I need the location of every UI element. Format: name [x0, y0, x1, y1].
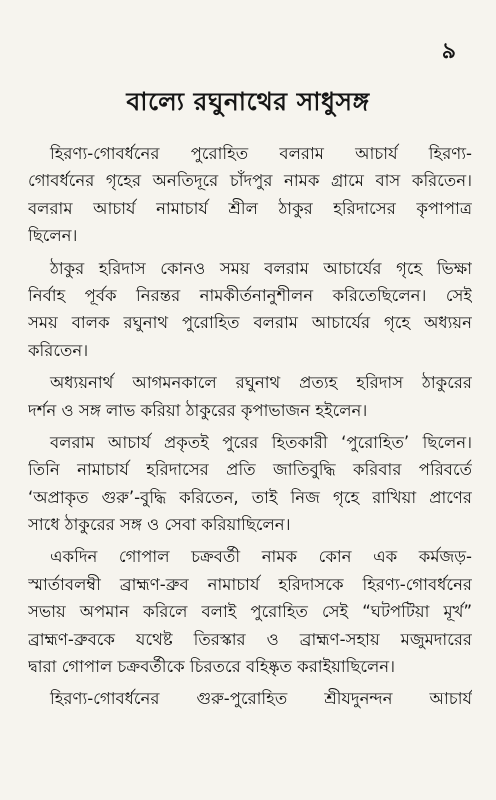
- text-line: গোবর্ধনের গৃহের অনতিদূরে চাঁদপুর নামক গ্রামে বাস করিতেন।: [28, 171, 472, 191]
- body-text: [28, 140, 472, 718]
- chapter-title: বাল্যে রঘুনাথের সাধুসঙ্গ: [126, 87, 370, 116]
- text-line: হিরণ্য-গোবর্ধনের গুরু-পুরোহিত শ্রীযদুনন্দন আচার্য: [50, 689, 472, 709]
- text-line: সভায় অপমান করিলে বলাই পুরোহিত সেই “ঘটপটিয়া মূর্খ”: [28, 602, 472, 622]
- text-line: সাধে ঠাকুরের সঙ্গ ও সেবা করিয়াছিলেন।: [28, 515, 291, 535]
- text-line: বলরাম আচার্য প্রকৃতই পুরের হিতকারী ‘পুরোহিত’ ছিলেন।: [50, 432, 472, 452]
- text-line: ‘অপ্রাকৃত গুরু’-বুদ্ধি করিতেন, তাই নিজ গৃহে রাখিয়া প্রাণের: [28, 487, 472, 507]
- text-line: স্মার্তাবলম্বী ব্রাহ্মণ-ব্রুব নামাচার্য হরিদাসকে হিরণ্য-গোবর্ধনের: [28, 574, 472, 594]
- page-number: ৯: [441, 39, 456, 64]
- text-line: হিরণ্য-গোবর্ধনের পুরোহিত বলরাম আচার্য হিরণ্য-: [50, 144, 472, 163]
- text-line: অধ্যয়নার্থ আগমনকালে রঘুনাথ প্রত্যহ হরিদাস ঠাকুরের: [50, 373, 472, 393]
- text-line: ব্রাহ্মণ-ব্রুবকে যথেষ্ট তিরস্কার ও ব্রাহ্মণ-সহায় মজুমদারের: [28, 629, 472, 649]
- text-line: দর্শন ও সঙ্গ লাভ করিয়া ঠাকুরের কৃপাভাজন হইলেন।: [28, 400, 368, 420]
- paragraph: [28, 369, 472, 424]
- text-line: করিতেন।: [28, 340, 89, 360]
- text-line: ঠাকুর হরিদাস কোনও সময় বলরাম আচার্যের গৃহে ভিক্ষা: [50, 258, 472, 278]
- paragraph: [28, 543, 472, 680]
- paragraph: [28, 255, 472, 365]
- paragraph: [28, 140, 472, 250]
- text-line: সময় বালক রঘুনাথ পুরোহিত বলরাম আচার্যের গৃহে অধ্যয়ন: [28, 313, 472, 333]
- paragraph: [28, 685, 472, 712]
- text-line: বলরাম আচার্য নামাচার্য শ্রীল ঠাকুর হরিদাসের কৃপাপাত্র: [28, 198, 472, 218]
- text-line: ছিলেন।: [28, 226, 78, 246]
- text-line: একদিন গোপাল চক্রবর্তী নামক কোন এক কর্মজড়-: [50, 547, 472, 567]
- text-line: দ্বারা গোপাল চক্রবর্তীকে চিরতরে বহিষ্কৃত করাইয়াছিলেন।: [28, 657, 396, 677]
- text-line: নির্বাহ পূর্বক নিরন্তর নামকীর্তনানুশীলন করিতেছিলেন। সেই: [28, 285, 472, 305]
- text-line: তিনি নামাচার্য হরিদাসের প্রতি জাতিবুদ্ধি করিবার পরিবর্তে: [28, 460, 472, 480]
- paragraph: [28, 429, 472, 539]
